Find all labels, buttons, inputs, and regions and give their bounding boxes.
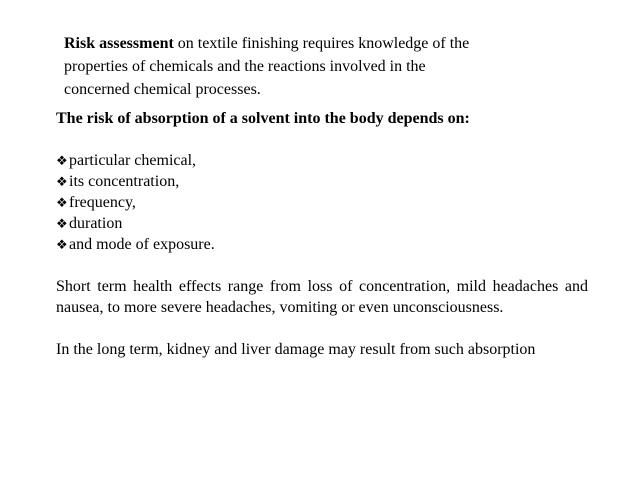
intro-bold-lead: Risk assessment [64, 35, 174, 52]
list-item [56, 171, 588, 192]
risk-heading: The risk of absorption of a solvent into the body depends on: [56, 110, 470, 127]
factor-list [56, 150, 588, 255]
intro-line-3: concerned chemical processes. [64, 81, 261, 98]
list-item-text: frequency, [69, 194, 136, 211]
list-item [56, 192, 588, 213]
diamond-bullet-icon: ❖ [56, 153, 68, 168]
long-term-paragraph: In the long term, kidney and liver damage may result from such absorption [56, 341, 536, 358]
list-item [56, 234, 588, 255]
list-item-text: its concentration, [69, 173, 180, 190]
diamond-bullet-icon: ❖ [56, 174, 68, 189]
short-term-paragraph: Short term health effects range from loss of concentration, mild headaches and nausea, to more severe headaches, vomiting or even unconsciousness. [56, 278, 588, 316]
intro-text [64, 32, 584, 101]
intro-line-1-rest: on textile finishing requires knowledge of the [173, 35, 470, 52]
diamond-bullet-icon: ❖ [56, 216, 68, 231]
diamond-bullet-icon: ❖ [56, 237, 68, 252]
list-item [56, 150, 588, 171]
main-content [56, 108, 588, 360]
list-item-text: particular chemical, [69, 152, 197, 169]
list-item-text: and mode of exposure. [69, 236, 215, 253]
intro-line-1 [64, 32, 584, 55]
intro-line-2: properties of chemicals and the reactions involved in the [64, 58, 426, 75]
list-item-text: duration [69, 215, 123, 232]
diamond-bullet-icon: ❖ [56, 195, 68, 210]
list-item [56, 213, 588, 234]
